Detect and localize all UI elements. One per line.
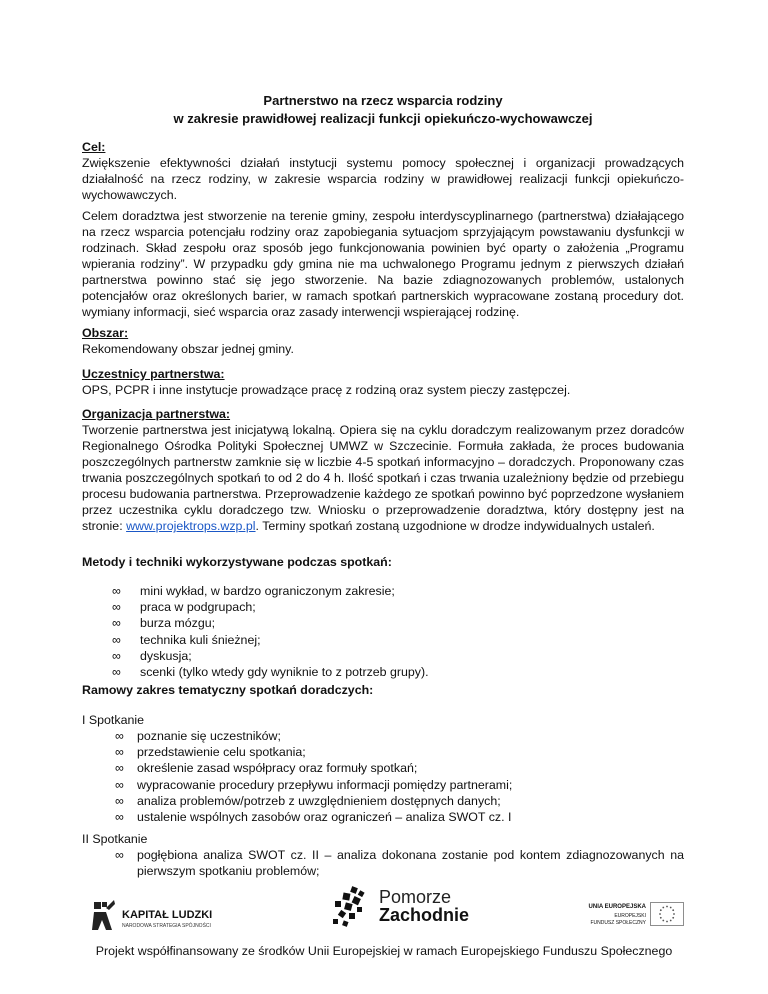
cel-text: Zwiększenie efektywności działań instytucji systemu pomocy społecznej i organizacji prowadzących działalność na rzecz rodziny, w zakresie wsparcia rodziny w prawidłowej realizacji funkcji opiekuńczo-wychowawczych. xyxy=(82,156,684,202)
eu-sub2: FUNDUSZ SPOŁECZNY xyxy=(590,920,646,926)
list-item: ∞ określenie zasad współpracy oraz formuły spotkań; xyxy=(115,761,418,776)
list-item: ∞ poznanie się uczestników; xyxy=(115,729,281,743)
uczestnicy-text: OPS, PCPR i inne instytucje prowadzące pracę z rodziną oraz system pieczy zastępczej. xyxy=(82,383,571,397)
metody-list xyxy=(82,583,684,680)
section-intro xyxy=(82,208,684,320)
list-item: ∞ praca w podgrupach; xyxy=(112,600,256,615)
list-item: ∞ ustalenie wspólnych zasobów oraz ograniczeń – analiza SWOT cz. I xyxy=(115,810,512,825)
section-obszar xyxy=(82,325,684,357)
zachodnie-line: Zachodnie xyxy=(379,905,470,925)
obszar-text: Rekomendowany obszar jednej gminy. xyxy=(82,342,294,356)
section-zakres xyxy=(82,682,684,698)
unia-europejska-logo xyxy=(582,902,684,932)
list-item: ∞ burza mózgu; xyxy=(112,616,216,631)
document-title xyxy=(82,92,684,128)
section-cel xyxy=(82,139,684,203)
intro-text: Celem doradztwa jest stworzenie na terenie gminy, zespołu interdyscyplinarnego (partnerstwa) działającego na rzecz wsparcia potencjału rodziny oraz zapobiegania sytuacjom sprzyjającym powstawaniu dysfunkcji w rodzinach. Skład zespołu oraz sposób jego funkcjonowania powinien być oparty o założenia „Programu wpierania rodziny”. W przypadku gdy gmina nie ma uchwalonego Programu jednym z pierwszych działań partnerstwa powinno stać się jego stworzenie. Na bazie zdiagnozowanych problemów, ustalonych potencjałów oraz określonych barier, w ramach spotkań partnerskich wypracowane zostaną procedury dot. wymiany informacji, sieć wsparcia oraz zasady interwencji wspierającej rodzinę. xyxy=(82,209,684,319)
section-uczestnicy xyxy=(82,366,684,398)
infinity-bullet-icon: ∞ xyxy=(112,584,121,598)
metody-heading: Metody i techniki wykorzystywane podczas spotkań: xyxy=(82,555,392,569)
list-item: ∞ dyskusja; xyxy=(112,648,192,663)
title-line-2: w zakresie prawidłowej realizacji funkcji opiekuńczo-wychowawczej xyxy=(173,111,593,126)
metody-list-wrap xyxy=(82,583,684,680)
spotkanie-1-list xyxy=(115,728,684,825)
list-item: ∞ wypracowanie procedury przepływu informacji pomiędzy partnerami; xyxy=(115,777,513,792)
infinity-bullet-icon: ∞ xyxy=(112,632,121,647)
list-item: ∞ technika kuli śnieżnej; xyxy=(112,632,261,647)
infinity-bullet-icon: ∞ xyxy=(112,616,121,631)
infinity-bullet-icon: ∞ xyxy=(112,665,121,680)
kapital-ludzki-title: KAPITAŁ LUDZKI xyxy=(122,909,213,921)
title-line-1: Partnerstwo na rzecz wsparcia rodziny xyxy=(263,93,503,108)
eu-flag-icon xyxy=(650,902,684,926)
spotkanie-2-label: II Spotkanie xyxy=(82,832,148,846)
spotkanie-1 xyxy=(82,712,684,825)
pomorze-line: Pomorze xyxy=(379,887,452,907)
infinity-bullet-icon: ∞ xyxy=(115,777,124,792)
list-item: ∞ przedstawienie celu spotkania; xyxy=(115,745,306,760)
pomorze-zachodnie-logo xyxy=(327,885,507,935)
projektrops-link[interactable]: www.projektrops.wzp.pl xyxy=(126,519,256,533)
cel-heading: Cel: xyxy=(82,140,106,154)
list-item: ∞ scenki (tylko wtedy gdy wyniknie to z potrzeb grupy). xyxy=(112,665,429,680)
kapital-ludzki-subtitle: NARODOWA STRATEGIA SPÓJNOŚCI xyxy=(122,923,211,929)
infinity-bullet-icon: ∞ xyxy=(115,745,124,760)
eu-sub1: EUROPEJSKI xyxy=(614,913,646,919)
spotkanie-2 xyxy=(82,831,684,879)
footer-text: Projekt współfinansowany ze środków Unii Europejskiej w ramach Europejskiego Funduszu Społecznego xyxy=(95,944,673,958)
spotkanie-2-list xyxy=(115,847,684,879)
infinity-bullet-icon: ∞ xyxy=(112,648,121,663)
infinity-bullet-icon: ∞ xyxy=(115,793,124,808)
obszar-heading: Obszar: xyxy=(82,326,129,340)
infinity-bullet-icon: ∞ xyxy=(115,729,124,743)
organizacja-text-part1: Tworzenie partnerstwa jest inicjatywą lokalną. Opiera się na cyklu doradczym realizowanym przez doradców Regionalnego Ośrodka Polityki Społecznej UMWZ w Szczecinie. Formuła zakłada, że proces budowania poszczególnych partnerstw zamknie się w liczbie 4-5 spotkań informacyjno – doradczych. Proponowany czas trwania poszczególnych spotkań to od 2 do 4 h. Ilość spotkań i czas trwania uzależniony będzie od przebiegu procesu budowania partnerstwa. Przeprowadzenie każdego ze spotkań powinno być poprzedzone wysłaniem przez uczestnika cyklu doradczego tzw. Wniosku o przeprowadzenie doradztwa, który dostępny jest na stronie: xyxy=(82,423,684,533)
pomorze-zachodnie-emblem-icon xyxy=(327,885,375,931)
eu-title: UNIA EUROPEJSKA xyxy=(588,904,646,910)
zakres-heading: Ramowy zakres tematyczny spotkań doradczych: xyxy=(82,683,374,697)
uczestnicy-heading: Uczestnicy partnerstwa: xyxy=(82,367,225,381)
kapital-ludzki-logo xyxy=(92,898,232,938)
section-metody xyxy=(82,554,684,570)
list-item: ∞ pogłębiona analiza SWOT cz. II – analiza dokonana zostanie pod kontem zdiagnozowanych na pierwszym spotkaniu problemów; xyxy=(115,848,684,879)
list-item: ∞ mini wykład, w bardzo ograniczonym zakresie; xyxy=(112,584,395,598)
infinity-bullet-icon: ∞ xyxy=(115,761,124,776)
list-item: ∞ analiza problemów/potrzeb z uwzględnieniem dostępnych danych; xyxy=(115,793,501,808)
kapital-ludzki-emblem-icon xyxy=(92,898,116,934)
organizacja-text-part2: . Terminy spotkań zostaną uzgodnione w drodze indywidualnych ustaleń. xyxy=(255,519,655,533)
infinity-bullet-icon: ∞ xyxy=(115,848,124,862)
section-organizacja xyxy=(82,406,684,534)
organizacja-text xyxy=(82,422,684,534)
infinity-bullet-icon: ∞ xyxy=(115,810,124,825)
footer-logos xyxy=(82,887,684,940)
spotkanie-1-label: I Spotkanie xyxy=(82,713,144,727)
infinity-bullet-icon: ∞ xyxy=(112,600,121,615)
organizacja-heading: Organizacja partnerstwa: xyxy=(82,407,231,421)
